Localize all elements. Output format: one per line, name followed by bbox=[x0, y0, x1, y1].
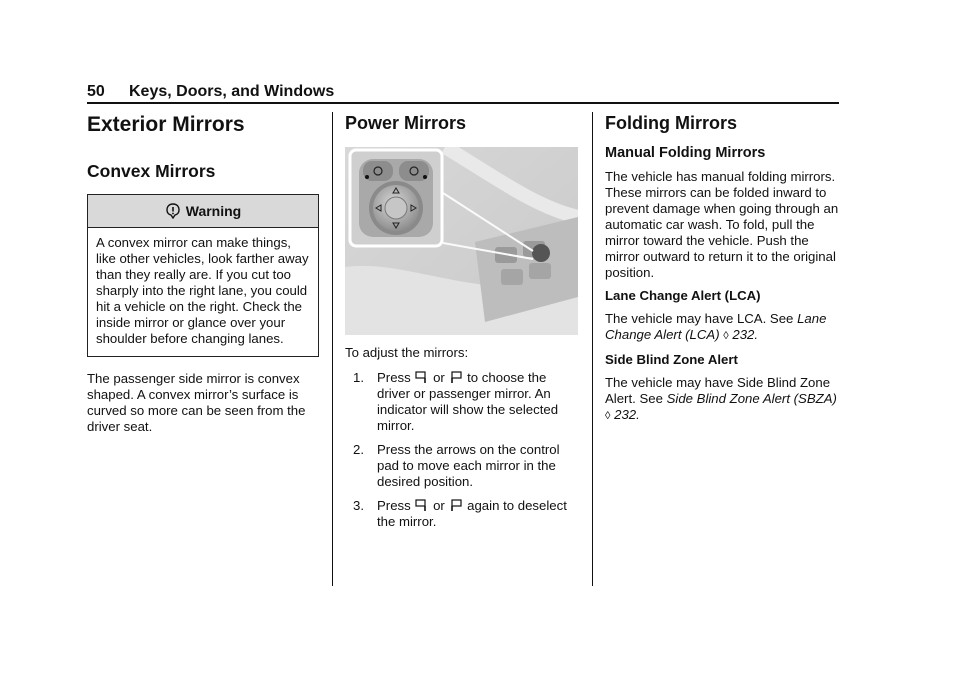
step-2 bbox=[345, 442, 579, 490]
column-divider-2 bbox=[592, 112, 593, 586]
header-rule bbox=[87, 102, 839, 104]
exterior-mirrors-title: Exterior Mirrors bbox=[87, 113, 245, 136]
lca-text bbox=[605, 311, 840, 344]
warning-box bbox=[87, 194, 319, 357]
page-ref-icon: ◊ bbox=[605, 410, 611, 422]
warning-label: Warning bbox=[185, 203, 242, 219]
step-3 bbox=[345, 498, 579, 530]
power-mirrors-title: Power Mirrors bbox=[345, 113, 467, 133]
step-text: Press bbox=[377, 370, 411, 385]
convex-mirror-description: The passenger side mirror is convex shaped. A convex mirror’s surface is curved so more can be seen from the driver seat. bbox=[87, 371, 306, 434]
sbza-text bbox=[605, 375, 840, 424]
sbza-page-number[interactable]: 232. bbox=[614, 407, 640, 422]
left-mirror-icon bbox=[415, 499, 428, 512]
sbza-text-pre: The vehicle may have Side Blind Zone Alert. See bbox=[605, 375, 831, 406]
column-divider-1 bbox=[332, 112, 333, 586]
warning-text: A convex mirror can make things, like other vehicles, look farther away than they really are. If you cut too sharply into the right lane, you could hit a vehicle on the right. Check the inside mirror or glance over your shoulder before changing lanes. bbox=[96, 235, 309, 346]
warning-icon bbox=[165, 203, 181, 219]
step-number: 3. bbox=[353, 498, 364, 513]
sbza-reference-link[interactable]: Side Blind Zone Alert (SBZA) bbox=[666, 391, 837, 406]
step-1 bbox=[345, 370, 579, 434]
folding-mirrors-title: Folding Mirrors bbox=[605, 113, 737, 133]
lca-text-pre: The vehicle may have LCA. See bbox=[605, 311, 794, 326]
right-mirror-icon bbox=[449, 499, 462, 512]
right-mirror-icon bbox=[449, 371, 462, 384]
step-text: Press bbox=[377, 498, 411, 513]
convex-mirrors-title: Convex Mirrors bbox=[87, 161, 216, 181]
page-ref-icon: ◊ bbox=[723, 330, 729, 342]
left-mirror-icon bbox=[415, 371, 428, 384]
step-text: Press the arrows on the control pad to move each mirror in the desired position. bbox=[377, 442, 560, 489]
column-exterior-mirrors bbox=[87, 112, 319, 435]
adjust-steps bbox=[345, 370, 579, 530]
step-text: again to deselect the mirror. bbox=[377, 498, 567, 529]
section-title: Keys, Doors, and Windows bbox=[129, 83, 335, 100]
step-number: 1. bbox=[353, 370, 364, 385]
page-number: 50 bbox=[87, 83, 105, 100]
step-text: to choose the driver or passenger mirror. An indicator will show the selected mirror. bbox=[377, 370, 559, 433]
lca-heading: Lane Change Alert (LCA) bbox=[605, 288, 761, 303]
mirror-control-illustration bbox=[345, 147, 578, 335]
step-number: 2. bbox=[353, 442, 364, 457]
column-power-mirrors bbox=[345, 112, 579, 538]
warning-header bbox=[88, 195, 318, 228]
adjust-intro: To adjust the mirrors: bbox=[345, 345, 469, 360]
folding-description: The vehicle has manual folding mirrors. These mirrors can be folded inward to prevent damage when going through an automatic car wash. To fold, pull the mirror toward the vehicle. Push the mirror outward to return it to the original position. bbox=[605, 169, 839, 280]
manual-folding-title: Manual Folding Mirrors bbox=[605, 145, 766, 161]
page-header bbox=[87, 83, 839, 103]
step-text: or bbox=[433, 370, 445, 385]
column-folding-mirrors bbox=[605, 112, 840, 424]
sbza-heading: Side Blind Zone Alert bbox=[605, 352, 738, 367]
step-text: or bbox=[433, 498, 445, 513]
lca-page-number[interactable]: 232. bbox=[732, 327, 759, 342]
lca-reference-link[interactable]: Lane Change Alert (LCA) bbox=[605, 311, 827, 342]
